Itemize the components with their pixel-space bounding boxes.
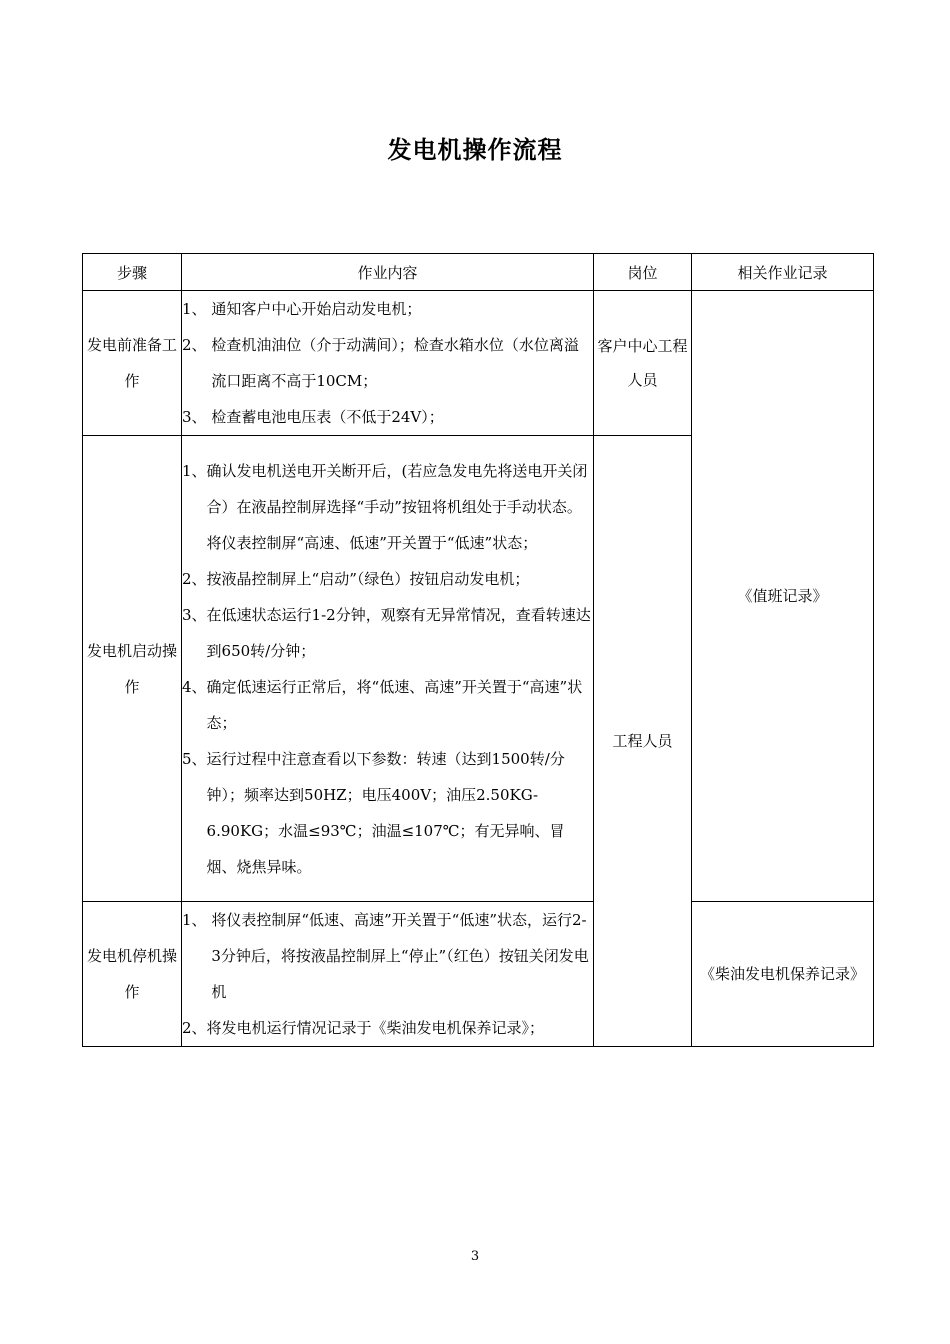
item-text: 检查蓄电池电压表（不低于24V）；: [211, 408, 444, 426]
page-number: 3: [470, 1249, 480, 1264]
list-item: [182, 1010, 593, 1046]
list-item: [182, 741, 593, 885]
item-text: 将发电机运行情况记录于《柴油发电机保养记录》；: [206, 1019, 545, 1037]
item-text: 运行过程中注意查看以下参数：转速（达到1500转/分钟）；频率达到50HZ；电压400V；油压2.50KG-6.90KG；水温≤93℃；油温≤107℃；有无异响、冒烟、烧焦异味。: [206, 749, 565, 876]
item-text: 确认发电机送电开关断开后，(若应急发电先将送电开关闭合）在液晶控制屏选择“手动”按钮将机组处于手动状态。将仪表控制屏“高速、低速”开关置于“低速”状态；: [206, 461, 588, 552]
item-number: 5、: [182, 749, 207, 768]
header-content: 作业内容: [182, 254, 594, 291]
table-row: [83, 291, 874, 436]
item-text: 检查机油油位（介于动满间）；检查水箱水位（水位离溢流口距离不高于10CM；: [211, 336, 579, 390]
item-number: 3、: [182, 605, 207, 624]
page-title: 发电机操作流程: [387, 136, 563, 164]
item-text: 通知客户中心开始启动发电机；: [211, 300, 422, 318]
list-item: [182, 327, 593, 399]
list-item: [182, 669, 593, 741]
item-number: 4、: [182, 677, 207, 696]
item-number: 3、: [182, 408, 212, 426]
list-item: [182, 399, 593, 435]
table-header-row: [83, 254, 874, 291]
record-cell-maintenance-log: 《柴油发电机保养记录》: [692, 902, 874, 1047]
table-row: [83, 902, 874, 1047]
list-item: [182, 291, 593, 327]
header-post: 岗位: [594, 254, 692, 291]
header-step: 步骤: [83, 254, 182, 291]
item-number: 1、: [182, 911, 212, 929]
content-cell: [182, 436, 594, 902]
item-text: 在低速状态运行1-2分钟，观察有无异常情况，查看转速达到650转/分钟；: [206, 605, 591, 660]
content-cell: [182, 902, 594, 1047]
item-number: 2、: [182, 569, 207, 588]
step-cell: 发电前准备工作: [83, 291, 182, 436]
item-number: 2、: [182, 336, 212, 354]
item-text: 确定低速运行正常后，将“低速、高速”开关置于“高速”状态；: [206, 677, 583, 732]
step-cell: 发电机启动操作: [83, 436, 182, 902]
step-cell: 发电机停机操作: [83, 902, 182, 1047]
procedure-table: [82, 253, 874, 1047]
header-records: 相关作业记录: [692, 254, 874, 291]
post-cell: 工程人员: [594, 436, 692, 1047]
list-item: [182, 453, 593, 561]
list-item: [182, 902, 593, 1010]
list-item: [182, 597, 593, 669]
list-item: [182, 561, 593, 597]
record-cell-duty-log: 《值班记录》: [692, 291, 874, 902]
content-cell: [182, 291, 594, 436]
item-number: 1、: [182, 300, 212, 318]
item-number: 2、: [182, 1019, 207, 1037]
item-number: 1、: [182, 461, 207, 480]
item-text: 按液晶控制屏上“启动”（绿色）按钮启动发电机；: [206, 569, 530, 588]
item-text: 将仪表控制屏“低速、高速”开关置于“低速”状态，运行2-3分钟后，将按液晶控制屏上“停止”（红色）按钮关闭发电机: [211, 911, 589, 1001]
post-cell: 客户中心工程人员: [594, 291, 692, 436]
